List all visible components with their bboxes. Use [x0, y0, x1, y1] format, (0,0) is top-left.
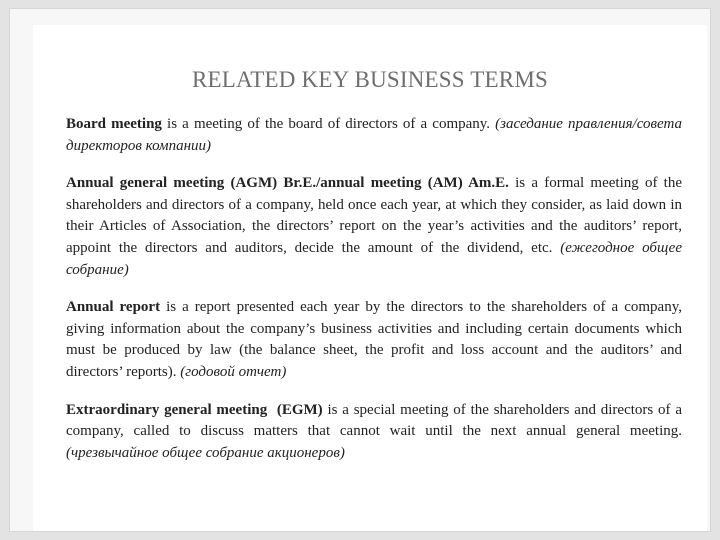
term-label: Annual general meeting (AGM) Br.E./annual meeting (AM) Am.E. — [66, 175, 509, 192]
definition-text: is a report presented each year by the directors to the shareholders of a company, giving information about the company’s business activities and including certain documents which must be produced by law (the balance sheet, the profit and loss account and the auditors’ and directors’ reports). — [66, 299, 682, 380]
term-label: Board meeting — [66, 116, 162, 132]
definition-board-meeting — [66, 114, 682, 157]
definitions-list — [66, 114, 682, 480]
definition-text: is a formal meeting of the shareholders and directors of a company, held once each year, at which they consider, as laid down in their Articles of Association, the directors’ report on the year’s activities and the auditors’ report, appoint the directors and auditors, decide the amount of the dividend, etc. — [66, 175, 682, 256]
russian-translation: (ежегодное общее собрание) — [66, 239, 682, 278]
definition-annual-report — [66, 297, 682, 383]
russian-translation: (годовой отчет) — [180, 363, 287, 380]
term-label: Annual report — [66, 299, 161, 316]
definition-annual-general-meeting — [66, 173, 682, 281]
slide-content — [33, 25, 707, 531]
definition-extraordinary-general-meeting — [66, 400, 682, 465]
term-label: Extraordinary general meeting (EGM) — [66, 401, 323, 418]
slide-frame — [9, 8, 711, 532]
slide-title: RELATED KEY BUSINESS TERMS — [192, 67, 548, 92]
definition-text: is a special meeting of the shareholders and directors of a company, called to discuss matters that cannot wait until the next annual general meeting. — [66, 401, 682, 440]
russian-translation: (заседание правления/совета директоров компании) — [66, 116, 682, 154]
definition-text: is a meeting of the board of directors of a company. — [161, 116, 496, 132]
russian-translation: (чрезвычайное общее собрание акционеров) — [66, 444, 345, 461]
